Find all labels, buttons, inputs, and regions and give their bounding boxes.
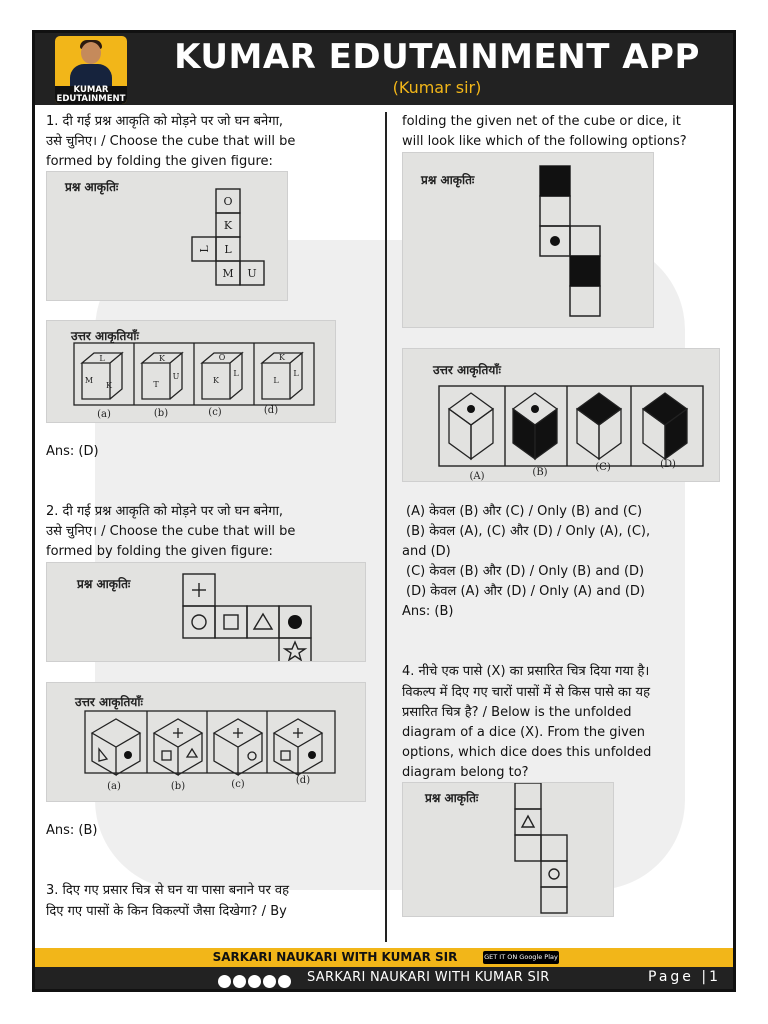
q2-question-figure	[46, 562, 366, 662]
social-icons	[218, 971, 293, 990]
q4-line1: 4. नीचे एक पासे (X) का प्रसारित चित्र दिया गया है।	[402, 664, 650, 679]
q3-line3: folding the given net of the cube or dice, it	[402, 114, 681, 129]
telegram-icon[interactable]	[233, 975, 246, 988]
logo-text-line2: EDUTAINMENT	[56, 94, 126, 104]
q1-option-c-label: (c)	[208, 407, 222, 418]
q3-option-b: (B) केवल (A), (C) और (D) / Only (A), (C),	[406, 524, 651, 539]
q4-line5: options, which dice does this unfolded	[402, 745, 652, 760]
q3-option-b-cont: and (D)	[402, 544, 451, 559]
svg-text:L: L	[233, 369, 239, 378]
q2-line3: formed by folding the given figure:	[46, 544, 273, 559]
app-subtitle: (Kumar sir)	[392, 78, 482, 97]
net-letter-l: L	[224, 243, 232, 256]
google-play-badge[interactable]: GET IT ON Google Play	[483, 951, 559, 964]
svg-text:L: L	[293, 369, 299, 378]
q2-option-a-label: (a)	[107, 781, 121, 792]
q3-option-d-label: (D)	[660, 459, 676, 470]
svg-text:L: L	[273, 376, 279, 385]
q2-question-caption: प्रश्न आकृतिः	[77, 577, 131, 591]
page-number: Page |1	[648, 969, 721, 985]
q3-answer-figure	[402, 348, 720, 482]
kumar-logo	[55, 36, 127, 104]
facebook-icon[interactable]	[218, 975, 231, 988]
svg-text:K: K	[279, 353, 285, 362]
q3-option-b-label: (B)	[532, 467, 548, 478]
q1-answer: Ans: (D)	[46, 444, 99, 459]
svg-text:M: M	[84, 376, 94, 385]
app-title: KUMAR EDUTAINMENT APP	[174, 37, 700, 77]
footer-social-bar	[35, 967, 733, 989]
svg-text:O: O	[218, 353, 226, 362]
q3-line2: दिए गए पासों के किन विकल्पों जैसा दिखेगा? / By	[46, 904, 287, 919]
q4-line6: diagram belong to?	[402, 765, 529, 780]
q2-line2: उसे चुनिए। / Choose the cube that will be	[46, 524, 296, 539]
q2-option-b-label: (b)	[170, 781, 186, 792]
q2-answer: Ans: (B)	[46, 823, 98, 838]
header-banner	[35, 33, 733, 105]
instagram-icon[interactable]	[248, 975, 261, 988]
svg-text:K: K	[159, 354, 165, 363]
q3-question-figure	[402, 152, 654, 328]
q4-question-caption: प्रश्न आकृतिः	[425, 791, 479, 805]
q4-question-figure	[402, 782, 614, 917]
q3-line4: will look like which of the following options?	[402, 134, 687, 149]
q2-line1: 2. दी गई प्रश्न आकृति को मोड़ने पर जो घन बनेगा,	[46, 504, 284, 519]
q2-answer-caption: उत्तर आकृतियाँः	[75, 695, 143, 709]
q4-line2: विकल्प में दिए गए चारों पासों में से किस पासे का यह	[402, 685, 650, 700]
q3-answer-cubes	[403, 349, 720, 482]
q1-answer-caption: उत्तर आकृतियाँः	[71, 329, 139, 343]
logo-text-line1: KUMAR	[55, 86, 127, 95]
q3-option-c: (C) केवल (B) और (D) / Only (B) and (D)	[406, 564, 645, 579]
q4-line3: प्रसारित चित्र है? / Below is the unfolded	[402, 705, 632, 720]
q1-line1: 1. दी गई प्रश्न आकृति को मोड़ने पर जो घन बनेगा,	[46, 114, 284, 129]
q1-question-caption: प्रश्न आकृतिः	[65, 180, 119, 194]
q1-line2: उसे चुनिए। / Choose the cube that will be	[46, 134, 296, 149]
q1-option-d-label: (d)	[263, 405, 279, 416]
q1-net-drawing	[47, 172, 288, 301]
svg-text:U: U	[172, 372, 180, 381]
net-letter-k: K	[223, 219, 233, 232]
net-letter-m: M	[222, 267, 234, 280]
q2-option-c-label: (c)	[231, 779, 245, 790]
q3-option-c-label: (C)	[595, 462, 611, 473]
svg-text:K: K	[106, 381, 112, 390]
q3-answer-caption: उत्तर आकृतियाँः	[433, 363, 501, 377]
q3-option-d: (D) केवल (A) और (D) / Only (A) and (D)	[406, 584, 645, 599]
q3-option-a: (A) केवल (B) और (C) / Only (B) and (C)	[406, 504, 643, 519]
column-divider	[385, 112, 387, 942]
footer-social-text: SARKARI NAUKARI WITH KUMAR SIR	[307, 970, 550, 985]
q4-net-drawing	[403, 783, 614, 917]
q1-option-a-label: (a)	[97, 409, 111, 420]
q2-answer-cubes	[47, 683, 366, 802]
q2-option-d-label: (d)	[295, 775, 311, 786]
footer-banner-text: SARKARI NAUKARI WITH KUMAR SIR	[212, 950, 458, 964]
q1-option-b-label: (b)	[153, 408, 169, 419]
net-letter-o: O	[223, 195, 233, 208]
svg-text:T: T	[153, 380, 159, 389]
q1-answer-figure	[46, 320, 336, 423]
q3-question-caption: प्रश्न आकृतिः	[421, 173, 475, 187]
q3-option-a-label: (A)	[469, 471, 485, 482]
q1-line3: formed by folding the given figure:	[46, 154, 273, 169]
footer-banner	[35, 948, 733, 967]
q3-answer: Ans: (B)	[402, 604, 454, 619]
q2-answer-figure	[46, 682, 366, 802]
app-icon[interactable]	[278, 975, 291, 988]
net-letter-l-rotated: L	[198, 245, 211, 253]
q4-line4: diagram of a dice (X). From the given	[402, 725, 646, 740]
q1-question-figure	[46, 171, 288, 301]
q2-net-drawing	[47, 563, 366, 662]
q1-answer-cubes	[47, 321, 336, 423]
youtube-icon[interactable]	[263, 975, 276, 988]
net-letter-u: U	[247, 267, 257, 280]
svg-text:L: L	[99, 354, 105, 363]
q3-line1: 3. दिए गए प्रसार चित्र से घन या पासा बनाने पर वह	[46, 883, 290, 898]
svg-text:K: K	[213, 376, 219, 385]
q3-net-drawing	[403, 153, 654, 328]
